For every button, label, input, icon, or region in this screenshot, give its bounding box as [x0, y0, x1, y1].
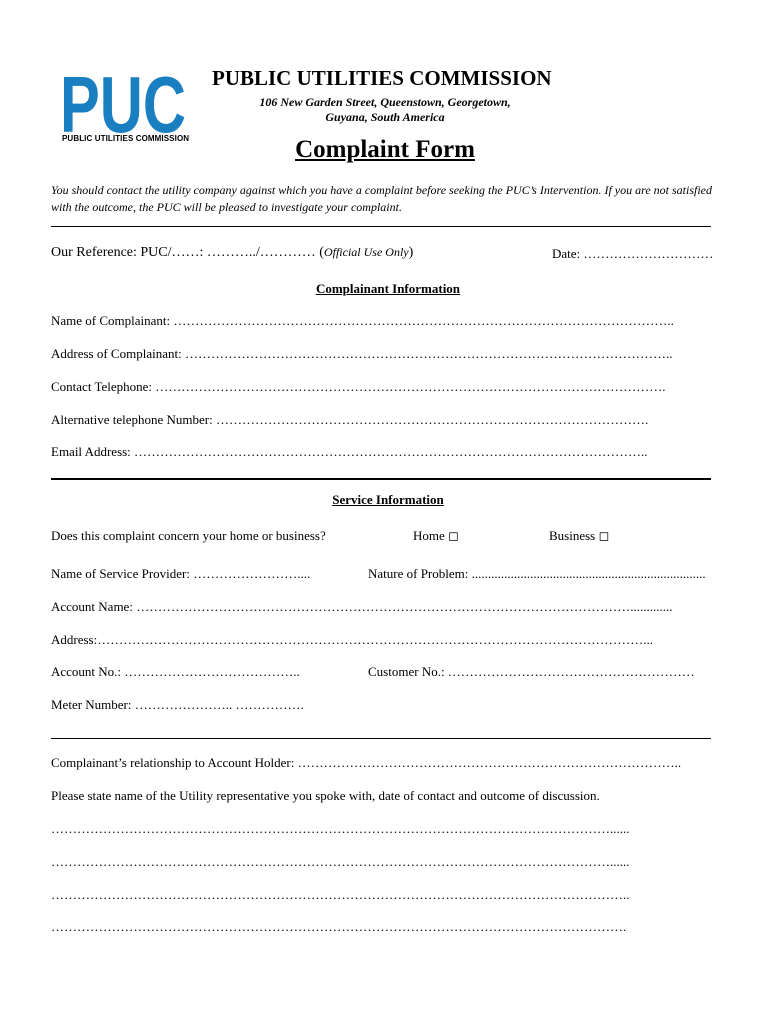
- alt-telephone-field[interactable]: Alternative telephone Number: ……………………………………………………………………………………….: [51, 412, 649, 427]
- reference-line: [51, 245, 413, 261]
- complainant-heading: Complainant Information: [315, 281, 461, 296]
- representative-instruction: Please state name of the Utility representative you spoke with, date of contact and outcome of discussion.: [51, 788, 600, 803]
- discussion-line[interactable]: …………………………………………………………………………………………………………………......: [51, 821, 630, 836]
- contact-telephone-field[interactable]: Contact Telephone: ……………………………………………………………………………………………………….: [51, 379, 666, 394]
- divider: [51, 226, 711, 227]
- account-number-field[interactable]: Account No.: …………………………………..: [51, 664, 300, 679]
- svg-text:PUC: PUC: [60, 66, 186, 146]
- org-name: PUBLIC UTILITIES COMMISSION: [212, 66, 552, 90]
- address-line-1: 106 New Garden Street, Queenstown, Georgetown,: [259, 95, 511, 109]
- date-field[interactable]: Date: …………………………: [552, 246, 714, 261]
- discussion-line[interactable]: ……………………………………………………………………………………………………………………..: [51, 887, 630, 902]
- reference-close: ): [408, 245, 414, 260]
- official-use-only: Official Use Only: [323, 245, 409, 259]
- complainant-name-field[interactable]: Name of Complainant: ……………………………………………………………………………………………………..: [51, 313, 674, 328]
- discussion-line[interactable]: …………………………………………………………………………………………………………………….: [51, 919, 627, 934]
- reference-label: Our Reference: PUC/……: ………../………… (: [51, 245, 324, 260]
- home-business-question: Does this complaint concern your home or business?: [51, 528, 326, 543]
- service-provider-field[interactable]: Name of Service Provider: ……………………....: [51, 566, 311, 581]
- divider: [51, 738, 711, 739]
- business-checkbox[interactable]: Business ◻: [549, 528, 610, 543]
- service-heading: Service Information: [332, 492, 444, 507]
- form-title: Complaint Form: [295, 136, 475, 163]
- home-checkbox[interactable]: Home ◻: [413, 528, 459, 543]
- email-field[interactable]: Email Address: ………………………………………………………………………………………………………..: [51, 444, 648, 459]
- service-address-field[interactable]: Address:………………………………………………………………………………………………………………...: [51, 632, 653, 647]
- account-name-field[interactable]: Account Name: …………………………………………………………………………………………………….............: [51, 599, 673, 614]
- intro-text: You should contact the utility company against which you have a complaint before seeking the PUC’s Intervention. If you are not satisfied with the outcome, the PUC will be pleased to investigate your complaint.: [51, 183, 713, 214]
- divider: [51, 478, 711, 480]
- address-line-2: Guyana, South America: [325, 110, 445, 124]
- meter-number-field[interactable]: Meter Number: ………………….. …………….: [51, 697, 304, 712]
- nature-of-problem-field[interactable]: Nature of Problem: ........................................................................: [368, 566, 706, 581]
- discussion-line[interactable]: …………………………………………………………………………………………………………………......: [51, 854, 630, 869]
- logo-subtitle: PUBLIC UTILITIES COMMISSION: [62, 134, 190, 143]
- complainant-address-field[interactable]: Address of Complainant: …………………………………………………………………………………………………..: [51, 346, 673, 361]
- customer-number-field[interactable]: Customer No.: …………………………………………………: [368, 664, 695, 679]
- relationship-field[interactable]: Complainant’s relationship to Account Holder: ……………………………………………………………………………..: [51, 755, 682, 770]
